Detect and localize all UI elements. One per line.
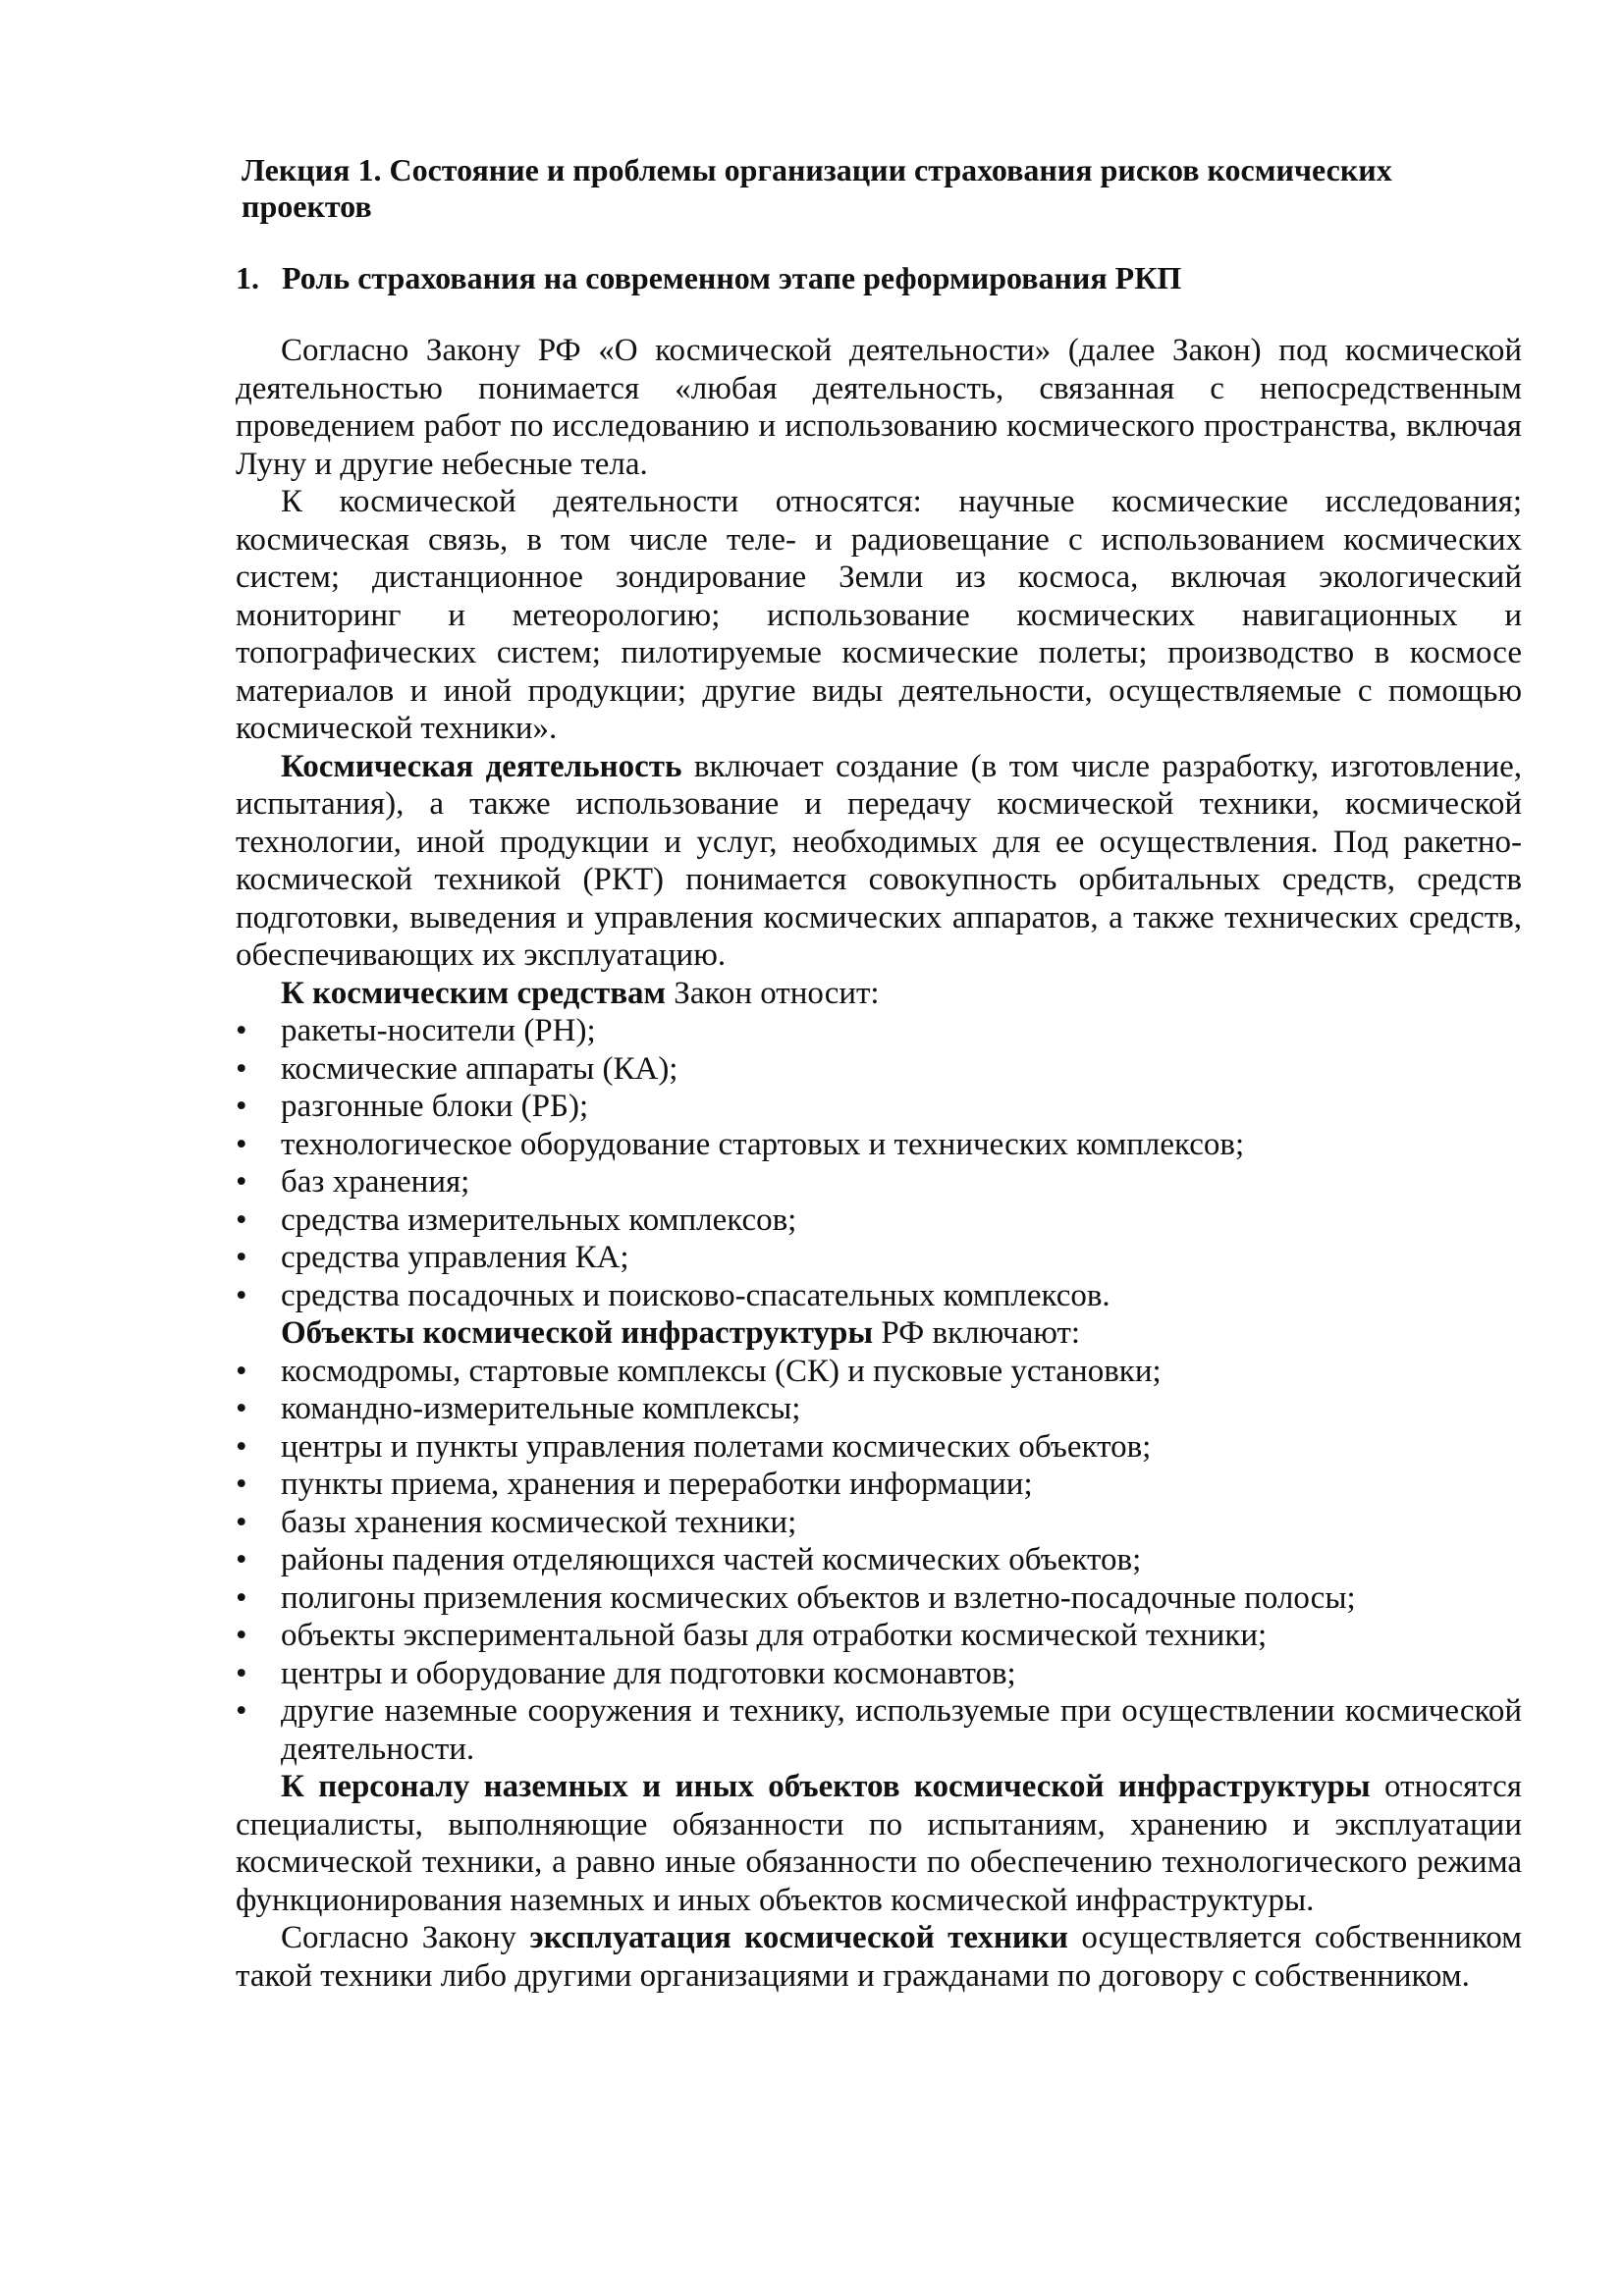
bullet-icon: • <box>236 1013 247 1048</box>
paragraph-exploitation-text: осуществляется собственником такой техники либо другими организациями и гражданами по договору с собственником. <box>236 1920 1522 1994</box>
bullet-icon: • <box>236 1277 247 1313</box>
list-item-text: средства измерительных комплексов; <box>281 1201 797 1238</box>
list-item <box>236 1504 1522 1542</box>
bullet-icon: • <box>236 1428 247 1465</box>
list-item-text: средства посадочных и поисково-спасательных комплексов. <box>281 1277 1110 1313</box>
paragraph-activity-types: К космической деятельности относятся: научные космические исследования; космическая связь, в том числе теле- и радиовещание с использованием космических систем; дистанционное зондирование Земли из космоса, включая экологический мониторинг и метеорологию; использование космических навигационных и топографических систем; пилотируемые космические полеты; производство в космосе материалов и иной продукции; другие виды деятельности, осуществляемые с помощью космической техники». <box>236 484 1522 746</box>
list-item <box>236 1126 1522 1164</box>
paragraph-exploitation-lead: Согласно Закону <box>281 1920 530 1955</box>
list-infrastructure-intro-text: РФ включают: <box>873 1315 1081 1351</box>
list-item-text: объекты экспериментальной базы для отработки космической техники; <box>281 1618 1268 1653</box>
bullet-icon: • <box>236 1655 247 1691</box>
list-item-text: базы хранения космической техники; <box>281 1504 797 1540</box>
paragraph-space-activity-bold: Космическая деятельность <box>281 748 682 784</box>
list-space-means-intro-text: Закон относит: <box>666 975 880 1011</box>
paragraph-exploitation-bold: эксплуатация космической техники <box>529 1920 1068 1955</box>
list-infrastructure <box>236 1353 1522 1769</box>
bullet-icon: • <box>236 1504 247 1540</box>
document-page <box>236 152 1522 1995</box>
list-item <box>236 1353 1522 1391</box>
list-item <box>236 1239 1522 1277</box>
list-item <box>236 1692 1522 1768</box>
list-item-text: полигоны приземления космических объектов и взлетно-посадочные полосы; <box>281 1579 1356 1616</box>
list-item <box>236 1088 1522 1126</box>
paragraph-space-activity-text: включает создание (в том числе разработку, изготовление, испытания), а также использование и передачу космической техники, космической технологии, иной продукции и услуг, необходимых для ее осуществления. Под ракетно-космической техникой (РКТ) понимается совокупность орбитальных средств, средств подготовки, выведения и управления космических аппаратов, а также технических средств, обеспечивающих их эксплуатацию. <box>236 748 1522 973</box>
bullet-icon: • <box>236 1579 247 1616</box>
list-item-text: баз хранения; <box>281 1164 470 1200</box>
list-item <box>236 1428 1522 1467</box>
list-item <box>236 1541 1522 1579</box>
bullet-icon: • <box>236 1201 247 1238</box>
paragraph-exploitation <box>236 1919 1522 1995</box>
list-item <box>236 1390 1522 1428</box>
lecture-title: Лекция 1. Состояние и проблемы организации страхования рисков космических проектов <box>242 152 1392 224</box>
list-item-text: командно-измерительные комплексы; <box>281 1391 801 1426</box>
list-item <box>236 1617 1522 1655</box>
paragraph-personnel <box>236 1768 1522 1919</box>
bullet-icon: • <box>236 1164 247 1200</box>
bullet-icon: • <box>236 1126 247 1162</box>
paragraph-law-definition: Согласно Закону РФ «О космической деятельности» (далее Закон) под космической деятельностью понимается «любая деятельность, связанная с непосредственным проведением работ по исследованию и использованию космического пространства, включая Луну и другие небесные тела. <box>236 333 1522 482</box>
section-heading <box>236 260 1522 296</box>
list-space-means-intro-bold: К космическим средствам <box>281 975 667 1011</box>
list-item-text: пункты приема, хранения и переработки информации; <box>281 1467 1033 1502</box>
bullet-icon: • <box>236 1089 247 1124</box>
list-item-text: ракеты-носители (РН); <box>281 1013 596 1048</box>
paragraph-personnel-text: относятся специалисты, выполняющие обязанности по испытаниям, хранению и эксплуатации космической техники, а равно иные обязанности по обеспечению технологического режима функционирования наземных и иных объектов космической инфраструктуры. <box>236 1769 1522 1918</box>
list-item-text: центры и оборудование для подготовки космонавтов; <box>281 1655 1016 1691</box>
list-item-text: космодромы, стартовые комплексы (СК) и пусковые установки; <box>281 1353 1162 1389</box>
list-item <box>236 1579 1522 1618</box>
list-space-means <box>236 1012 1522 1314</box>
list-item-text: средства управления КА; <box>281 1240 629 1275</box>
list-item-text: районы падения отделяющихся частей космических объектов; <box>281 1542 1142 1577</box>
bullet-icon: • <box>236 1240 247 1275</box>
list-item-text: центры и пункты управления полетами космических объектов; <box>281 1428 1152 1465</box>
paragraph-space-activity <box>236 748 1522 975</box>
list-item <box>236 1012 1522 1050</box>
section-heading-text: Роль страхования на современном этапе реформирования РКП <box>282 260 1182 295</box>
list-item <box>236 1163 1522 1201</box>
bullet-icon: • <box>236 1467 247 1502</box>
bullet-icon: • <box>236 1618 247 1653</box>
list-item <box>236 1655 1522 1693</box>
list-space-means-intro <box>236 975 1522 1013</box>
bullet-icon: • <box>236 1050 247 1087</box>
list-item-text: технологическое оборудование стартовых и технических комплексов; <box>281 1126 1245 1162</box>
bullet-icon: • <box>236 1693 247 1729</box>
list-item-text: космические аппараты (КА); <box>281 1050 678 1087</box>
section-number: 1. <box>236 260 259 295</box>
list-item <box>236 1277 1522 1315</box>
bullet-icon: • <box>236 1353 247 1389</box>
bullet-icon: • <box>236 1391 247 1426</box>
list-infrastructure-intro-bold: Объекты космической инфраструктуры <box>281 1315 874 1351</box>
list-item-text: разгонные блоки (РБ); <box>281 1089 589 1124</box>
list-item <box>236 1466 1522 1504</box>
bullet-icon: • <box>236 1542 247 1577</box>
list-infrastructure-intro <box>236 1314 1522 1353</box>
list-item-text: другие наземные сооружения и технику, используемые при осуществлении космической деятельности. <box>281 1693 1522 1767</box>
list-item <box>236 1050 1522 1089</box>
list-item <box>236 1201 1522 1240</box>
paragraph-personnel-bold: К персоналу наземных и иных объектов космической инфраструктуры <box>281 1769 1371 1804</box>
